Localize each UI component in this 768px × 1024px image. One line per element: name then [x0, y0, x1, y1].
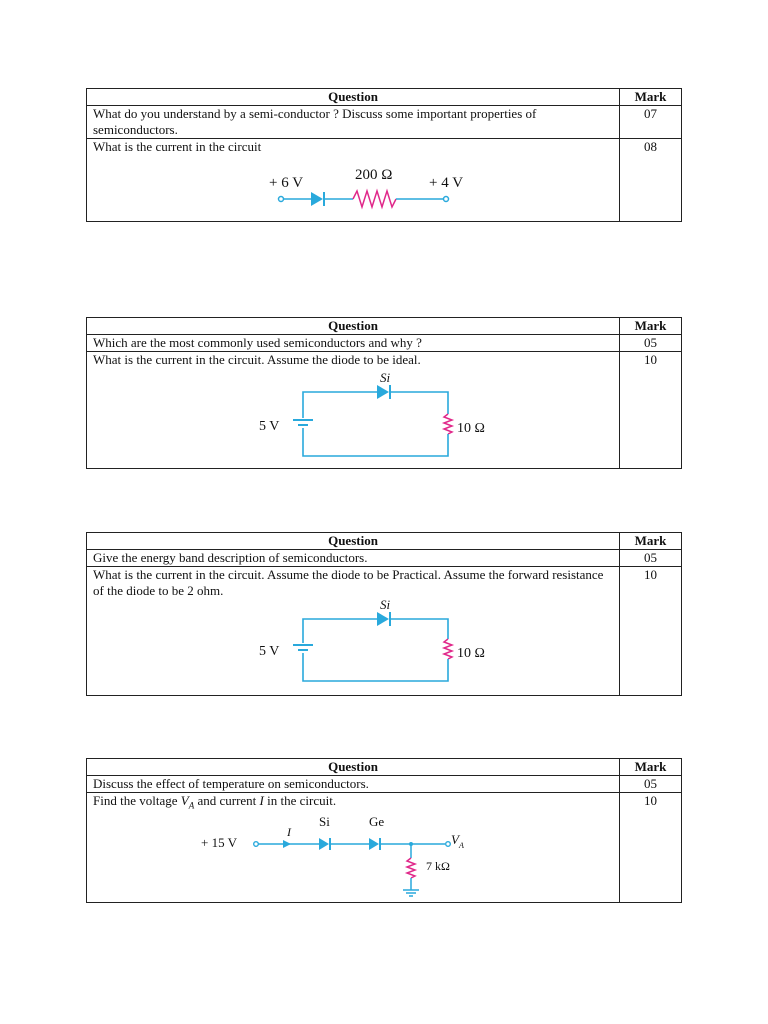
input-terminal	[254, 841, 259, 846]
series-diodes-circuit	[93, 814, 613, 902]
mark-value: 05	[620, 776, 682, 793]
output-label: $V_A$	[451, 831, 464, 850]
question-text: What do you understand by a semi-conductor ? Discuss some important properties of semiconductors.	[87, 106, 620, 139]
current-arrow-icon	[283, 840, 291, 848]
table-header-row	[87, 89, 682, 106]
table-row	[87, 793, 682, 903]
mark-value: 07	[620, 106, 682, 139]
source-label: 5 V	[259, 644, 280, 659]
ge-diode-icon	[369, 838, 379, 850]
question-text: What is the current in the circuit. Assume the diode to be ideal.	[93, 352, 421, 367]
mark-header: Mark	[620, 759, 682, 776]
resistor-icon	[353, 191, 396, 207]
question-text: Which are the most commonly used semiconductors and why ?	[87, 335, 620, 352]
mark-header: Mark	[620, 89, 682, 106]
table-header-row	[87, 759, 682, 776]
question-header: Question	[87, 318, 620, 335]
source-label: 5 V	[259, 419, 280, 434]
si-diode-icon	[319, 838, 329, 850]
question-text: Discuss the effect of temperature on semiconductors.	[87, 776, 620, 793]
left-terminal	[279, 197, 284, 202]
table-row	[87, 550, 682, 567]
table-row	[87, 106, 682, 139]
wire	[303, 619, 377, 643]
wire	[303, 392, 377, 418]
table-header-row	[87, 318, 682, 335]
resistor-label: 10 Ω	[457, 421, 485, 436]
circuit-figure	[93, 599, 613, 691]
diode1-label: Si	[319, 813, 330, 829]
diode-icon	[377, 612, 389, 626]
voltage-subscript: A	[188, 800, 195, 811]
resistor-label: 200 Ω	[355, 167, 393, 183]
diode-resistor-circuit	[93, 155, 613, 215]
circuit-figure	[93, 814, 613, 902]
diode2-label: Ge	[369, 813, 385, 829]
output-terminal	[446, 841, 451, 846]
voltage-variable: V	[180, 793, 189, 808]
mark-value: 08	[620, 139, 682, 222]
current-variable: I	[259, 793, 264, 808]
right-terminal	[444, 197, 449, 202]
diode-icon	[311, 192, 323, 206]
diode-label: Si	[380, 370, 391, 385]
question-table-2	[86, 317, 682, 469]
diode-icon	[377, 385, 389, 399]
resistor-icon	[407, 858, 415, 878]
table-row	[87, 776, 682, 793]
question-cell	[87, 352, 620, 469]
mark-header: Mark	[620, 533, 682, 550]
resistor-label: 7 kΩ	[426, 858, 450, 873]
question-cell	[87, 793, 620, 903]
resistor-label: 10 Ω	[457, 646, 485, 661]
table-row	[87, 567, 682, 696]
question-cell	[87, 567, 620, 696]
question-text: Give the energy band description of semiconductors.	[87, 550, 620, 567]
wire	[303, 428, 448, 456]
table-header-row	[87, 533, 682, 550]
diode-loop-circuit	[93, 368, 613, 468]
circuit-figure	[93, 368, 613, 468]
mark-value: 10	[620, 567, 682, 696]
diode-label: Si	[380, 599, 391, 612]
resistor-icon	[444, 414, 452, 434]
question-table-1	[86, 88, 682, 222]
resistor-icon	[444, 639, 452, 659]
question-header: Question	[87, 533, 620, 550]
mark-value: 10	[620, 793, 682, 903]
question-table-3	[86, 532, 682, 696]
wire	[390, 619, 448, 639]
question-mid: and current	[197, 793, 257, 808]
mark-value: 05	[620, 550, 682, 567]
question-header: Question	[87, 759, 620, 776]
question-header: Question	[87, 89, 620, 106]
wire	[303, 653, 448, 681]
current-label: I	[287, 824, 291, 839]
table-row	[87, 335, 682, 352]
left-voltage-label: + 6 V	[269, 175, 304, 191]
question-cell	[87, 139, 620, 222]
circuit-figure	[93, 155, 613, 215]
table-row	[87, 139, 682, 222]
question-text: What is the current in the circuit. Assume the diode to be Practical. Assume the forward resistance of the diode to be 2 ohm.	[93, 567, 604, 598]
table-row	[87, 352, 682, 469]
question-prefix: Find the voltage	[93, 793, 178, 808]
wire	[390, 392, 448, 414]
mark-value: 05	[620, 335, 682, 352]
question-text: What is the current in the circuit	[93, 139, 262, 154]
question-suffix: in the circuit.	[267, 793, 337, 808]
mark-value: 10	[620, 352, 682, 469]
right-voltage-label: + 4 V	[429, 175, 464, 191]
question-text	[93, 793, 613, 814]
mark-header: Mark	[620, 318, 682, 335]
source-label: + 15 V	[201, 834, 237, 850]
question-table-4	[86, 758, 682, 903]
diode-loop-circuit	[93, 599, 613, 691]
